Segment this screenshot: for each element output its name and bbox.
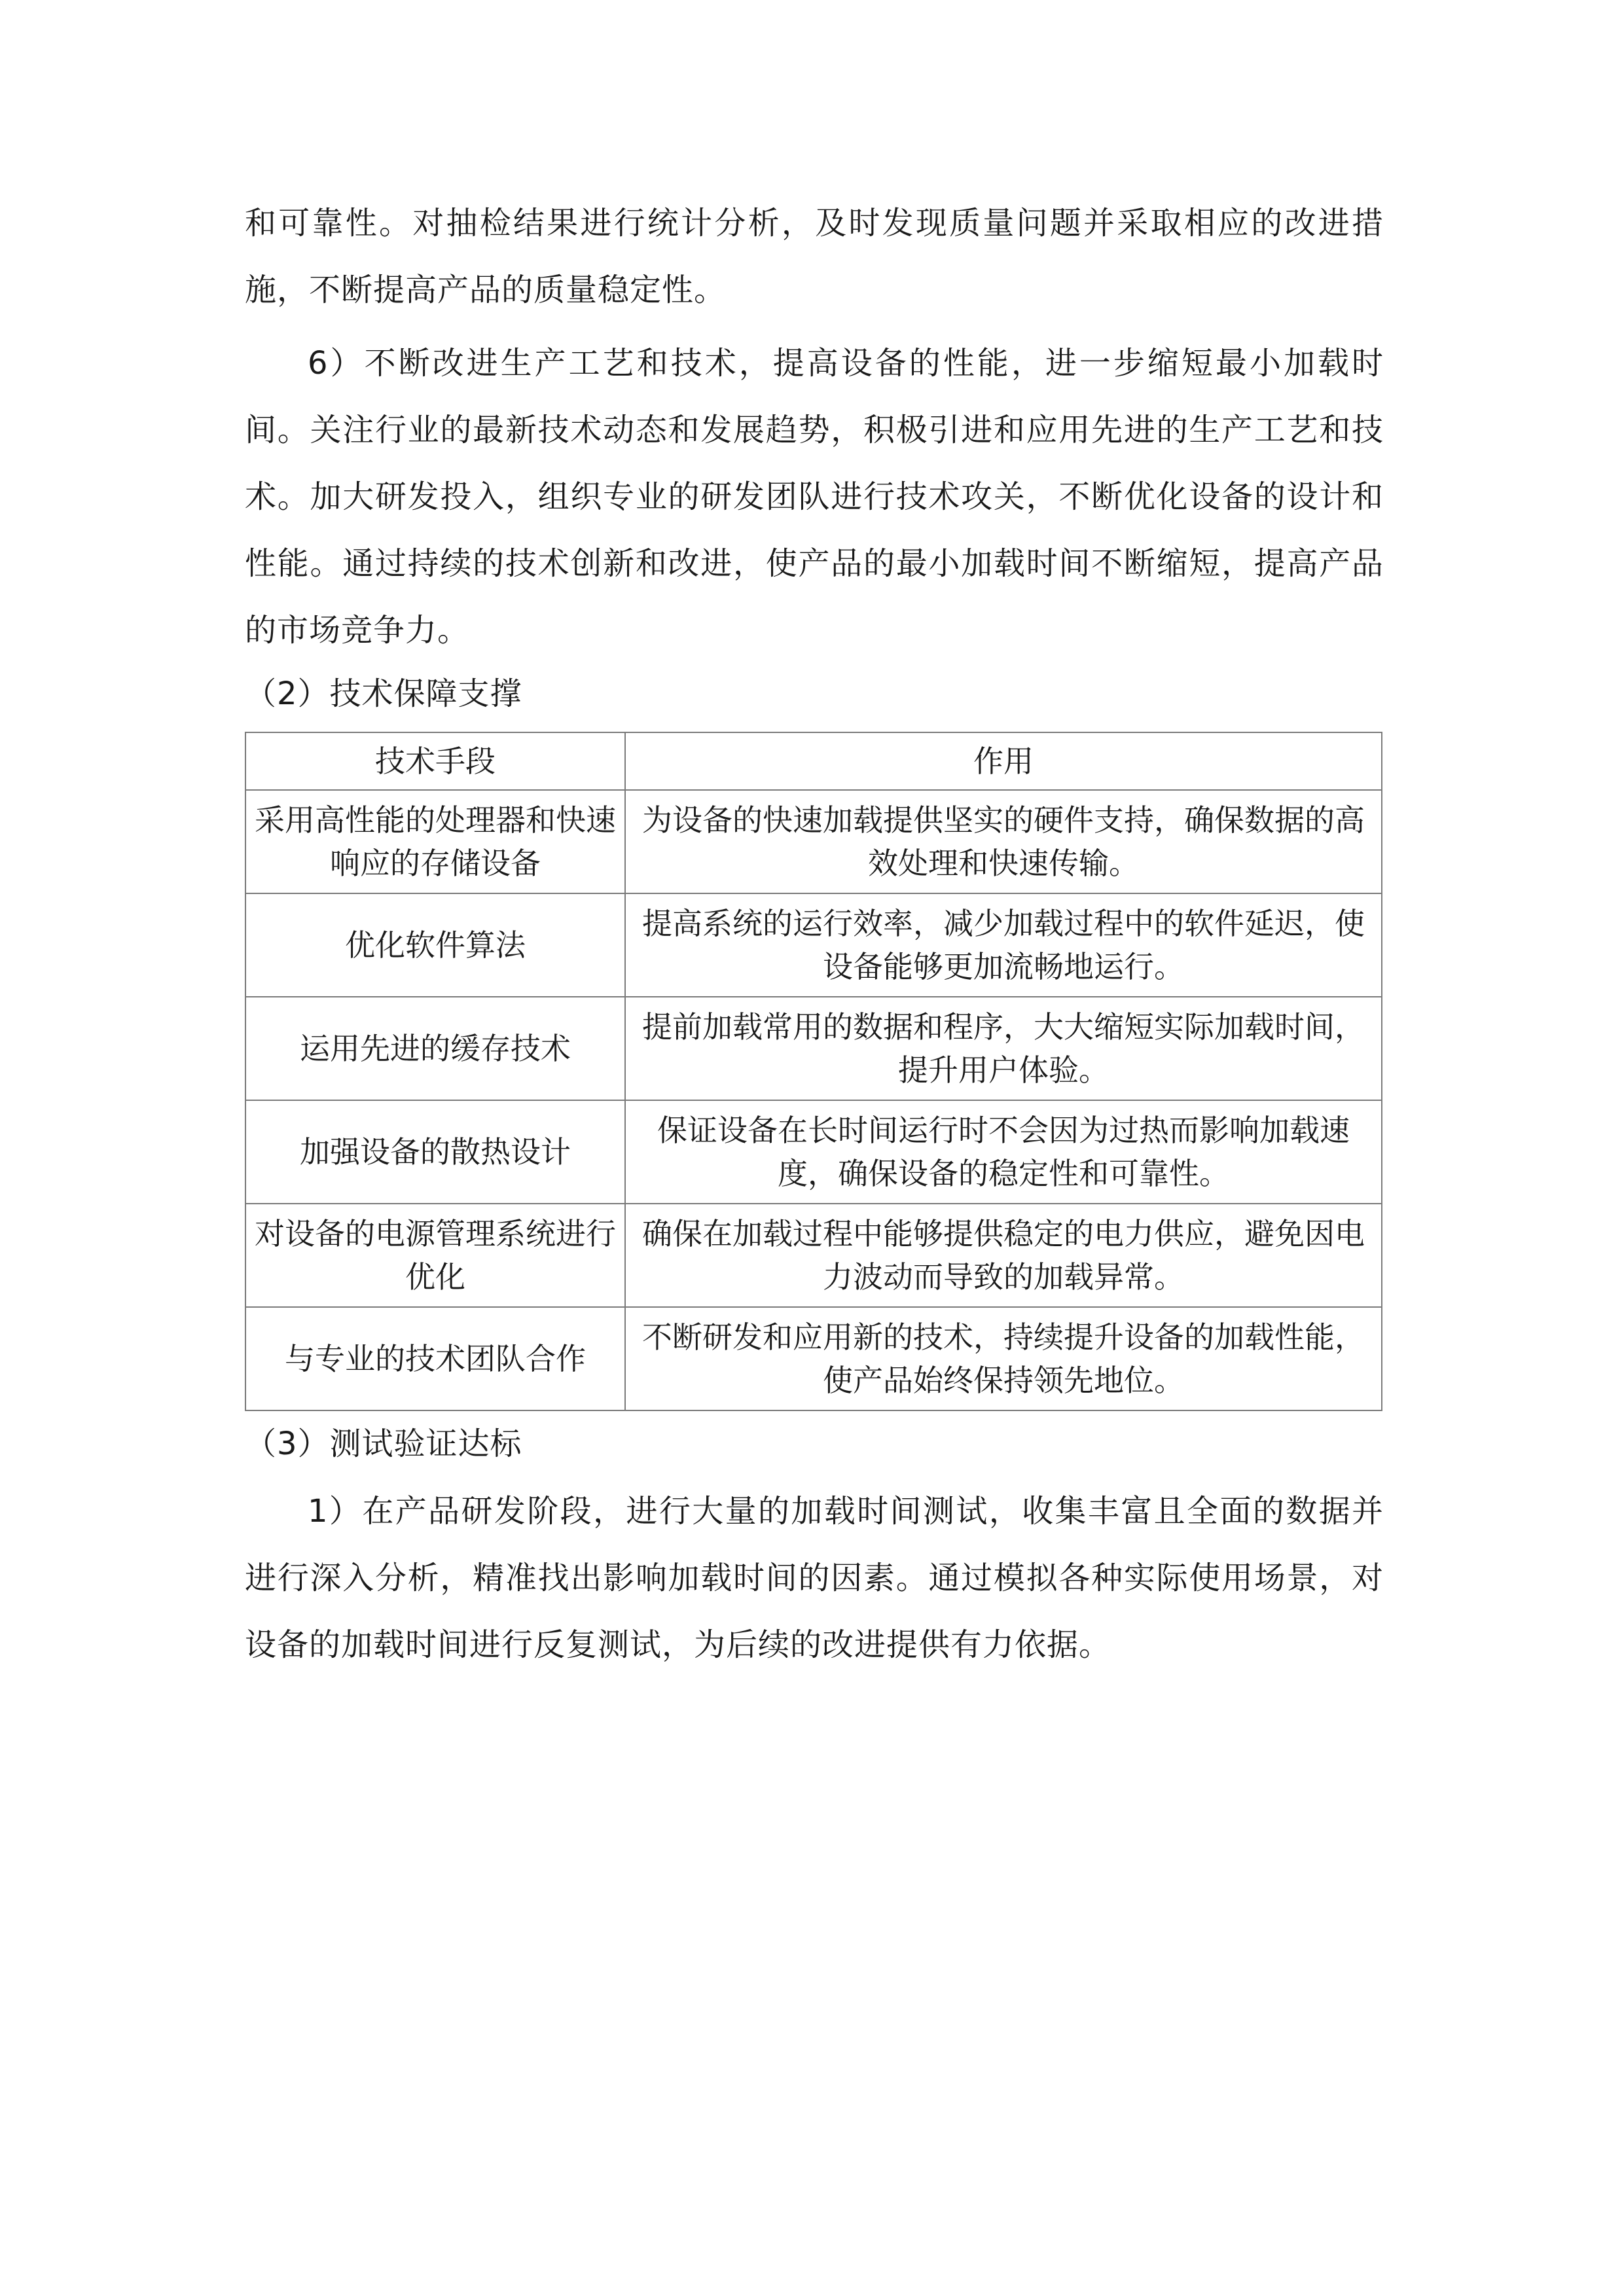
section-heading-tech-support: （2）技术保障支撑 xyxy=(245,675,522,712)
table-header-row xyxy=(245,732,1382,790)
table-cell-effect: 为设备的快速加载提供坚实的硬件支持，确保数据的高效处理和快速传输。 xyxy=(625,790,1382,893)
paragraph-load-time-testing: 1）在产品研发阶段，进行大量的加载时间测试，收集丰富且全面的数据并进行深入分析，精准找出影响加载时间的因素。通过模拟各种实际使用场景，对设备的加载时间进行反复测试，为后续的改进提供有力依据。 xyxy=(245,1493,1384,1663)
section-heading-test-verification: （3）测试验证达标 xyxy=(245,1426,522,1462)
table-row xyxy=(245,997,1382,1100)
table-header-effect: 作用 xyxy=(625,732,1382,790)
table-row xyxy=(245,790,1382,893)
table-cell-method: 采用高性能的处理器和快速响应的存储设备 xyxy=(245,790,625,893)
table-row xyxy=(245,1100,1382,1204)
table-row xyxy=(245,1307,1382,1410)
table-header-method: 技术手段 xyxy=(245,732,625,790)
paragraph-process-improvement: 6）不断改进生产工艺和技术，提高设备的性能，进一步缩短最小加载时间。关注行业的最新技术动态和发展趋势，积极引进和应用先进的生产工艺和技术。加大研发投入，组织专业的研发团队进行技术攻关，不断优化设备的设计和性能。通过持续的技术创新和改进，使产品的最小加载时间不断缩短，提高产品的市场竞争力。 xyxy=(245,345,1384,649)
table-row xyxy=(245,893,1382,997)
document-page xyxy=(245,190,1384,1678)
table-cell-method: 运用先进的缓存技术 xyxy=(245,997,625,1100)
table-row xyxy=(245,1204,1382,1307)
table-cell-method: 优化软件算法 xyxy=(245,893,625,997)
table-cell-effect: 保证设备在长时间运行时不会因为过热而影响加载速度，确保设备的稳定性和可靠性。 xyxy=(625,1100,1382,1204)
table-cell-method: 加强设备的散热设计 xyxy=(245,1100,625,1204)
tech-support-table xyxy=(245,732,1382,1411)
table-cell-method: 对设备的电源管理系统进行优化 xyxy=(245,1204,625,1307)
table-cell-method: 与专业的技术团队合作 xyxy=(245,1307,625,1410)
table-cell-effect: 不断研发和应用新的技术，持续提升设备的加载性能，使产品始终保持领先地位。 xyxy=(625,1307,1382,1410)
table-cell-effect: 提前加载常用的数据和程序，大大缩短实际加载时间，提升用户体验。 xyxy=(625,997,1382,1100)
table-cell-effect: 确保在加载过程中能够提供稳定的电力供应，避免因电力波动而导致的加载异常。 xyxy=(625,1204,1382,1307)
paragraph-quality: 和可靠性。对抽检结果进行统计分析，及时发现质量问题并采取相应的改进措施，不断提高产品的质量稳定性。 xyxy=(245,205,1384,308)
table-cell-effect: 提高系统的运行效率，减少加载过程中的软件延迟，使设备能够更加流畅地运行。 xyxy=(625,893,1382,997)
